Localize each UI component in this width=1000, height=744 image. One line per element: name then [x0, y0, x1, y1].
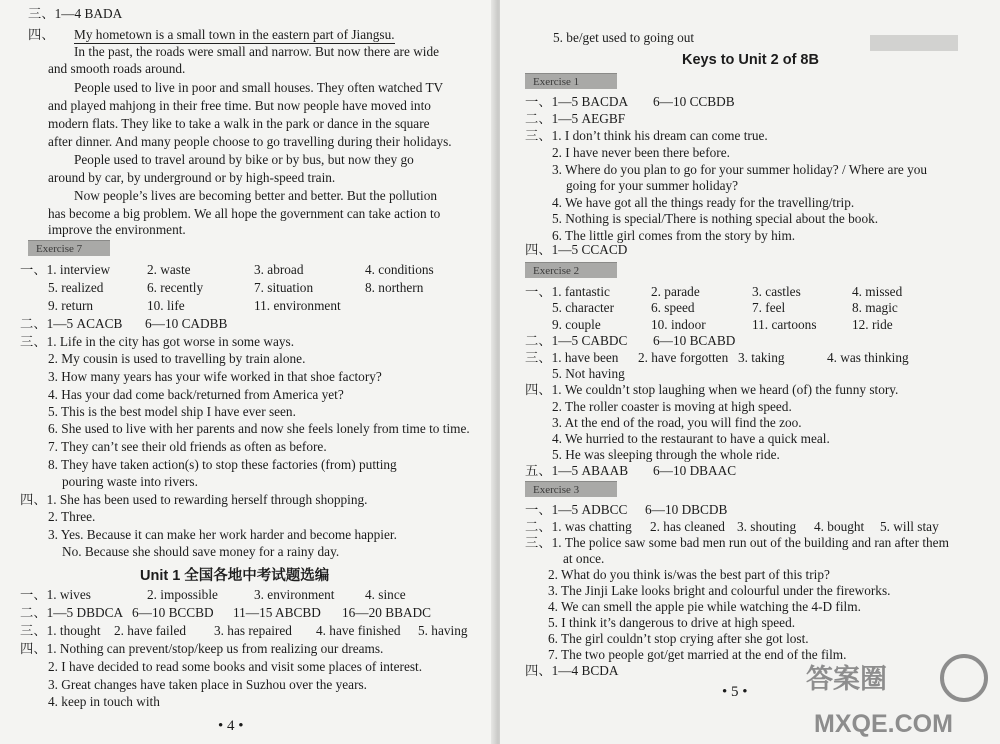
left-page: 三、1—4 BADA 四、 My hometown is a small town in the eastern part of Jiangsu. In the past, the roads were small and narrow. But now there are wide and smooth roads around. People used to live in poor and small houses. They often watched TV and played mahjong in their free time. But now people have moved into modern flats. They like to take a walk in the park or dance in the square after dinner. And many people choose to go travelling during their holidays. People used to travel around by bike or by bus, but now they go around by car, by underground or by high-speed train. Now people’s lives are becoming better and better. But the pollution has become a big problem. We all hope the government can take action to improve the environment. Exercise 7 一、1. interview 2. waste 3. abroad 4. conditions 5. realized 6. recently 7. situation 8. northern 9. return 10. life 11. environment 二、1—5 ACACB 6—10 CADBB 三、1. Life in the city has got worse in some ways. 2. My cousin is used to travelling by train alone. 3. How many years has your wife worked in that shoe factory? 4. Has your dad come back/returned from America yet? 5. This is the best model ship I have ever seen. 6. She used to live with her parents and now she feels lonely from time to time. 7. They can’t see their old friends as often as before. 8. They have taken action(s) to stop these factories (from) putting pouring waste into rivers. 四、1. She has been used to rewarding herself through shopping. 2. Three. 3. Yes. Because it can make her work harder and become happier. No. Because she should save money for a rainy day. Unit 1 全国各地中考试题选编 一、1. wives 2. impossible 3. environment 4. since 二、1—5 DBDCA 6—10 BCCBD 11—15 ABCBD 16—20 BBADC 三、1. thought 2. have failed 3. has repaired 4. have finished 5. having 四、1. Nothing can prevent/stop/keep us from realizing our dreams. 2. I have decided to read some books and visit some places of interest. 3. Great changes have taken place in Suzhou over the years. 4. keep in touch with • 4 • — [0, 0, 496, 744]
watermark-title: 答案圈 — [806, 664, 887, 694]
unit-2-heading: Keys to Unit 2 of 8B — [682, 52, 819, 68]
site-watermark — [800, 652, 990, 742]
right-page: 5. be/get used to going out Keys to Unit 2 of 8B Exercise 1 一、1—5 BACDA 6—10 CCBDB 二、1—5 AEGBF 三、1. I don’t think his dream can come true. 2. I have never been there before. 3. Where do you plan to go for your summer holiday? / Where are you going for your summer holiday? 4. We have got all the things ready for the travelling/trip. 5. Nothing is special/There is nothing special about the book. 6. The little girl comes from the story by him. 四、1—5 CCACD Exercise 2 一、1. fantastic 2. parade 3. castles 4. missed 5. character 6. speed 7. feel 8. magic 9. couple 10. indoor 11. cartoons 12. ride 二、1—5 CABDC 6—10 BCABD 三、1. have been 2. have forgotten 3. taking 4. was thinking 5. Not having 四、1. We couldn’t stop laughing when we heard (of) the funny story. 2. The roller coaster is moving at high speed. 3. At the end of the road, you will find the zoo. 4. We hurried to the restaurant to have a quick meal. 5. He was sleeping through the whole ride. 五、1—5 ABAAB 6—10 DBAAC Exercise 3 一、1—5 ADBCC 6—10 DBCDB 二、1. was chatting 2. has cleaned 3. shouting 4. bought 5. will stay 三、1. The police saw some bad men run out of the building and ran after them at once. 2. What do you think is/was the best part of this trip? 3. The Jinji Lake looks bright and colourful under the fireworks. 4. We can smell the apple pie while watching the 4-D film. 5. I think it’s dangerous to drive at high speed. 6. The girl couldn’t stop crying after she got lost. 7. The two people got/get married at the end of the film. 四、1—4 BCDA • 5 • — [500, 0, 1000, 744]
exercise-2-tab: Exercise 2 — [525, 262, 617, 278]
exercise-1-tab: Exercise 1 — [525, 73, 617, 89]
exercise-3-tab: Exercise 3 — [525, 481, 617, 497]
watermark-badge-icon — [942, 656, 986, 700]
composition-title: My hometown is a small town in the eastern part of Jiangsu. — [74, 27, 395, 42]
grey-margin-box — [870, 35, 958, 51]
page-number: • 5 • — [722, 684, 748, 700]
watermark-url: MXQE.COM — [814, 710, 953, 738]
exercise-7-tab: Exercise 7 — [28, 240, 110, 256]
unit-1-heading: Unit 1 全国各地中考试题选编 — [140, 568, 330, 584]
page-number: • 4 • — [218, 718, 244, 734]
